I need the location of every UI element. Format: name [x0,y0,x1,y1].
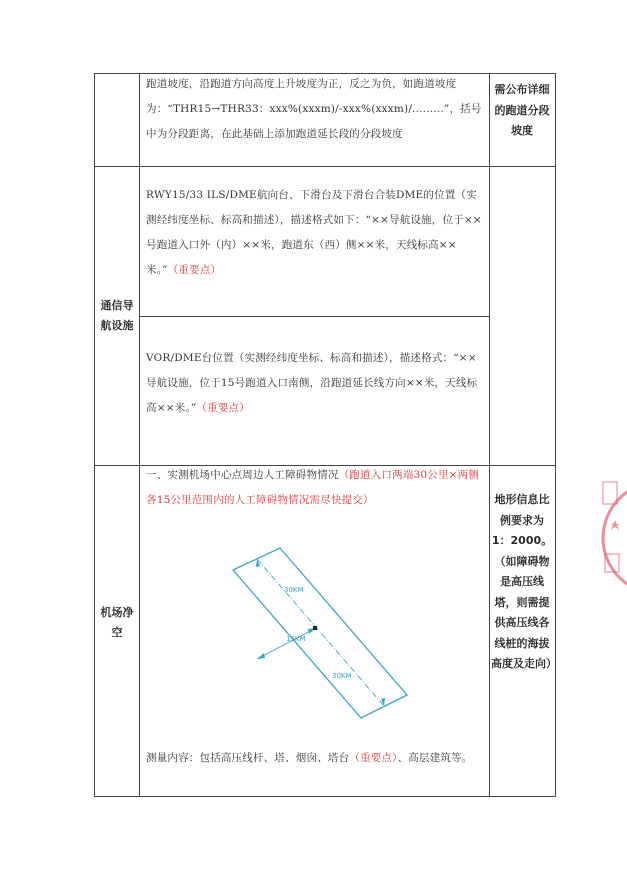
ils-dme-description: RWY15/33 ILS/DME航向台、下滑台及下滑台合装DME的位置（实测经纬度坐标、标高和描述），描述格式如下：“××导航设施，位于××号跑道入口外（内）××米，跑道东（西）侧××米，天线标高××米。” [146,189,482,276]
measurement-key-point: （重要点） [349,752,398,764]
clearance-label: 机场净空 [100,606,134,639]
diagram-label-top: 30KM [284,586,304,594]
table-border-right [555,73,556,797]
diagram-label-mid: 15KM [286,635,306,643]
runway-slope-remark: 需公布详细的跑道分段坡度 [494,83,550,137]
clearance-remark: 地形信息比例要求为1：2000。（如障碍物是高压线塔，则需提供高压线各线桩的海拔高度及走向） [491,493,557,670]
airport-center-point [313,626,317,630]
vor-dme-text [146,346,484,421]
row-divider [139,316,490,317]
table-border-left [94,73,95,797]
measurement-suffix: 、高层建筑等。 [397,752,473,764]
diagram-label-bottom: 30KM [332,672,352,680]
column-divider [489,73,490,797]
table-border-bottom [94,796,556,797]
clearance-heading-text: 一、实测机场中心点周边人工障碍物情况 [146,469,339,481]
dimension-arrow [257,653,265,659]
vor-dme-description: VOR/DME台位置（实测经纬度坐标、标高和描述），描述格式：“××导航设施，位于15号跑道入口南侧，沿跑道延长线方向××米，天线标高××米。” [146,352,478,414]
official-seal-fragment [597,468,627,618]
clearance-heading-note: （跑道入口两端30公里×两侧各15公里范围内的人工障碍物情况需尽快提交） [146,469,480,506]
survey-area-rectangle [233,548,407,718]
ils-key-point: （重要点） [167,264,222,276]
measurement-prefix: 测量内容：包括高压线杆、塔、烟囱、塔台 [146,752,350,764]
obstacle-survey-diagram [220,515,420,740]
runway-centerline [257,559,384,706]
ils-dme-text [146,183,484,283]
vor-key-point: （重要点） [196,402,250,414]
navaids-label: 通信导航设施 [100,299,134,332]
clearance-heading [146,463,484,513]
measurement-content [146,746,484,771]
column-divider [139,73,140,797]
row-divider [94,166,556,167]
runway-slope-text: 跑道坡度，沿跑道方向高度上升坡度为正，反之为负，如跑道坡度为：“THR15→THR33：xxx%(xxxm)/-xxx%(xxxm)/.........”，括号中为分段距离，在此基础上添加跑道延长段的分段坡度 [146,78,482,140]
